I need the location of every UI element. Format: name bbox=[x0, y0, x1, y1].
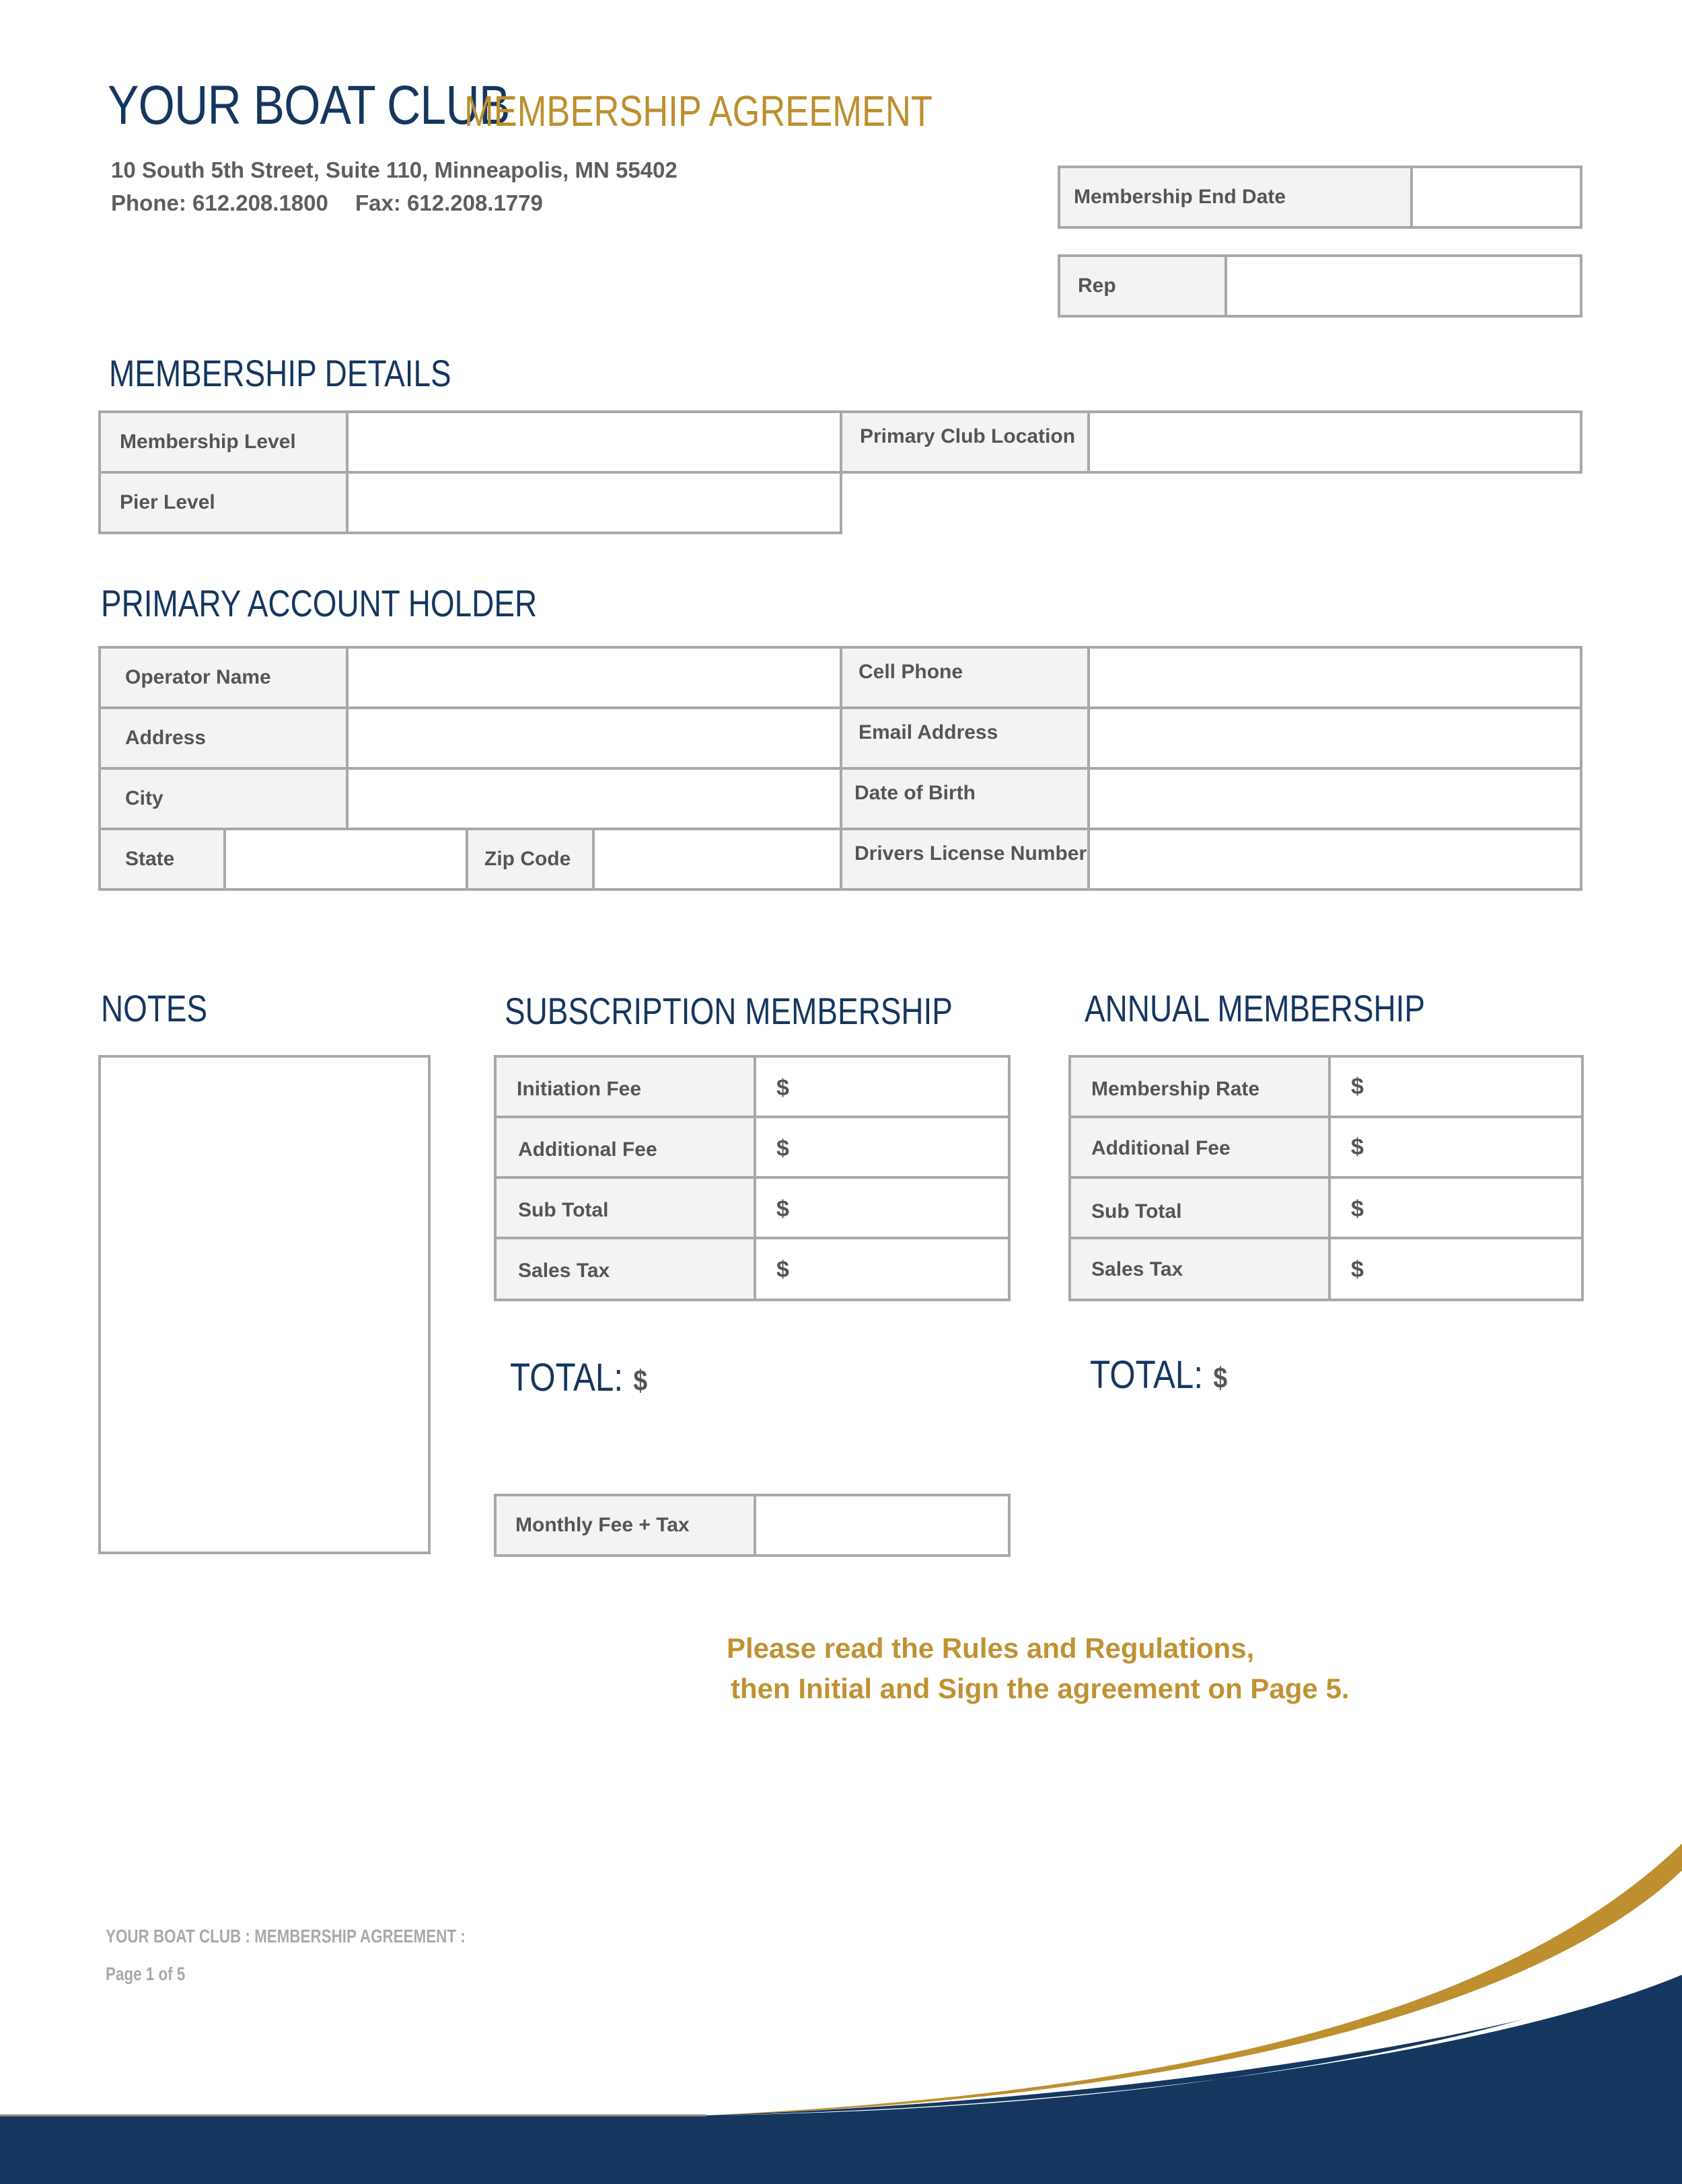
sub-total-input[interactable]: $ bbox=[776, 1196, 789, 1222]
footer-document-name: YOUR BOAT CLUB : MEMBERSHIP AGREEMENT : bbox=[106, 1926, 466, 1946]
address-label: Address bbox=[101, 709, 349, 767]
initiation-fee-label: Initiation Fee bbox=[517, 1078, 642, 1100]
primary-account-holder-heading: PRIMARY ACCOUNT HOLDER bbox=[101, 582, 538, 624]
rep-field[interactable] bbox=[1058, 254, 1582, 318]
monthly-fee-field[interactable] bbox=[494, 1494, 1011, 1557]
primary-club-location-field[interactable] bbox=[840, 410, 1582, 474]
annual-sales-tax-input[interactable]: $ bbox=[1351, 1257, 1364, 1282]
operator-name-label: Operator Name bbox=[101, 649, 349, 706]
membership-rate-label: Membership Rate bbox=[1091, 1078, 1260, 1100]
club-phone: Phone: 612.208.1800 bbox=[111, 190, 328, 215]
footer-wave-graphic bbox=[0, 1844, 1682, 2184]
subscription-total-currency[interactable]: $ bbox=[633, 1364, 648, 1397]
sales-tax-input[interactable]: $ bbox=[776, 1257, 789, 1282]
zip-code-field[interactable] bbox=[466, 828, 842, 891]
drivers-license-field[interactable] bbox=[840, 828, 1582, 891]
monthly-fee-label: Monthly Fee + Tax bbox=[497, 1496, 756, 1554]
subscription-total bbox=[510, 1355, 647, 1400]
email-address-label: Email Address bbox=[842, 709, 1090, 767]
annual-total-currency[interactable]: $ bbox=[1213, 1362, 1228, 1395]
city-label: City bbox=[101, 770, 349, 828]
membership-details-heading: MEMBERSHIP DETAILS bbox=[109, 352, 451, 394]
club-fax: Fax: 612.208.1779 bbox=[355, 190, 543, 215]
zip-code-label: Zip Code bbox=[468, 830, 595, 888]
club-name: YOUR BOAT CLUB bbox=[108, 75, 510, 136]
date-of-birth-label: Date of Birth bbox=[842, 770, 1090, 828]
subscription-membership-heading: SUBSCRIPTION MEMBERSHIP bbox=[505, 990, 953, 1032]
subscription-total-label: TOTAL: bbox=[510, 1356, 624, 1399]
additional-fee-label: Additional Fee bbox=[518, 1138, 657, 1161]
rules-notice-line-2: then Initial and Sign the agreement on Page 5. bbox=[731, 1673, 1350, 1704]
state-field[interactable] bbox=[98, 828, 468, 891]
drivers-license-label: Drivers License Number bbox=[842, 830, 1090, 888]
membership-end-date-field[interactable] bbox=[1058, 166, 1582, 229]
city-field[interactable] bbox=[98, 767, 842, 830]
notes-heading: NOTES bbox=[101, 987, 208, 1029]
sales-tax-label: Sales Tax bbox=[518, 1260, 610, 1282]
annual-total bbox=[1090, 1352, 1227, 1397]
state-label: State bbox=[101, 830, 226, 888]
annual-additional-fee-label: Additional Fee bbox=[1091, 1137, 1231, 1159]
primary-club-location-label: Primary Club Location bbox=[842, 413, 1090, 471]
annual-additional-fee-input[interactable]: $ bbox=[1351, 1134, 1364, 1160]
operator-name-field[interactable] bbox=[98, 646, 842, 709]
initiation-fee-input[interactable]: $ bbox=[776, 1075, 789, 1101]
membership-level-field[interactable] bbox=[98, 410, 842, 474]
cell-phone-label: Cell Phone bbox=[842, 649, 1090, 706]
annual-fee-table bbox=[1068, 1055, 1584, 1301]
cell-phone-field[interactable] bbox=[840, 646, 1582, 709]
annual-membership-heading: ANNUAL MEMBERSHIP bbox=[1085, 987, 1426, 1029]
annual-sub-total-input[interactable]: $ bbox=[1351, 1196, 1364, 1222]
membership-end-date-label: Membership End Date bbox=[1060, 168, 1413, 226]
annual-sales-tax-label: Sales Tax bbox=[1091, 1258, 1183, 1280]
club-address: 10 South 5th Street, Suite 110, Minneapolis, MN 55402 bbox=[111, 157, 678, 182]
rep-label: Rep bbox=[1060, 257, 1227, 315]
notes-textarea[interactable] bbox=[98, 1055, 431, 1554]
footer-page-number: Page 1 of 5 bbox=[106, 1963, 186, 1984]
annual-total-label: TOTAL: bbox=[1090, 1353, 1204, 1397]
additional-fee-input[interactable]: $ bbox=[776, 1136, 789, 1161]
membership-level-label: Membership Level bbox=[101, 413, 349, 471]
email-address-field[interactable] bbox=[840, 706, 1582, 770]
address-field[interactable] bbox=[98, 706, 842, 770]
subscription-fee-table bbox=[494, 1055, 1011, 1301]
sub-total-label: Sub Total bbox=[518, 1199, 609, 1221]
document-title: MEMBERSHIP AGREEMENT bbox=[464, 87, 933, 135]
membership-rate-input[interactable]: $ bbox=[1351, 1074, 1364, 1099]
rules-notice-line-1: Please read the Rules and Regulations, bbox=[727, 1632, 1255, 1664]
annual-sub-total-label: Sub Total bbox=[1091, 1200, 1182, 1223]
date-of-birth-field[interactable] bbox=[840, 767, 1582, 830]
pier-level-field[interactable] bbox=[98, 471, 842, 534]
pier-level-label: Pier Level bbox=[101, 474, 349, 532]
